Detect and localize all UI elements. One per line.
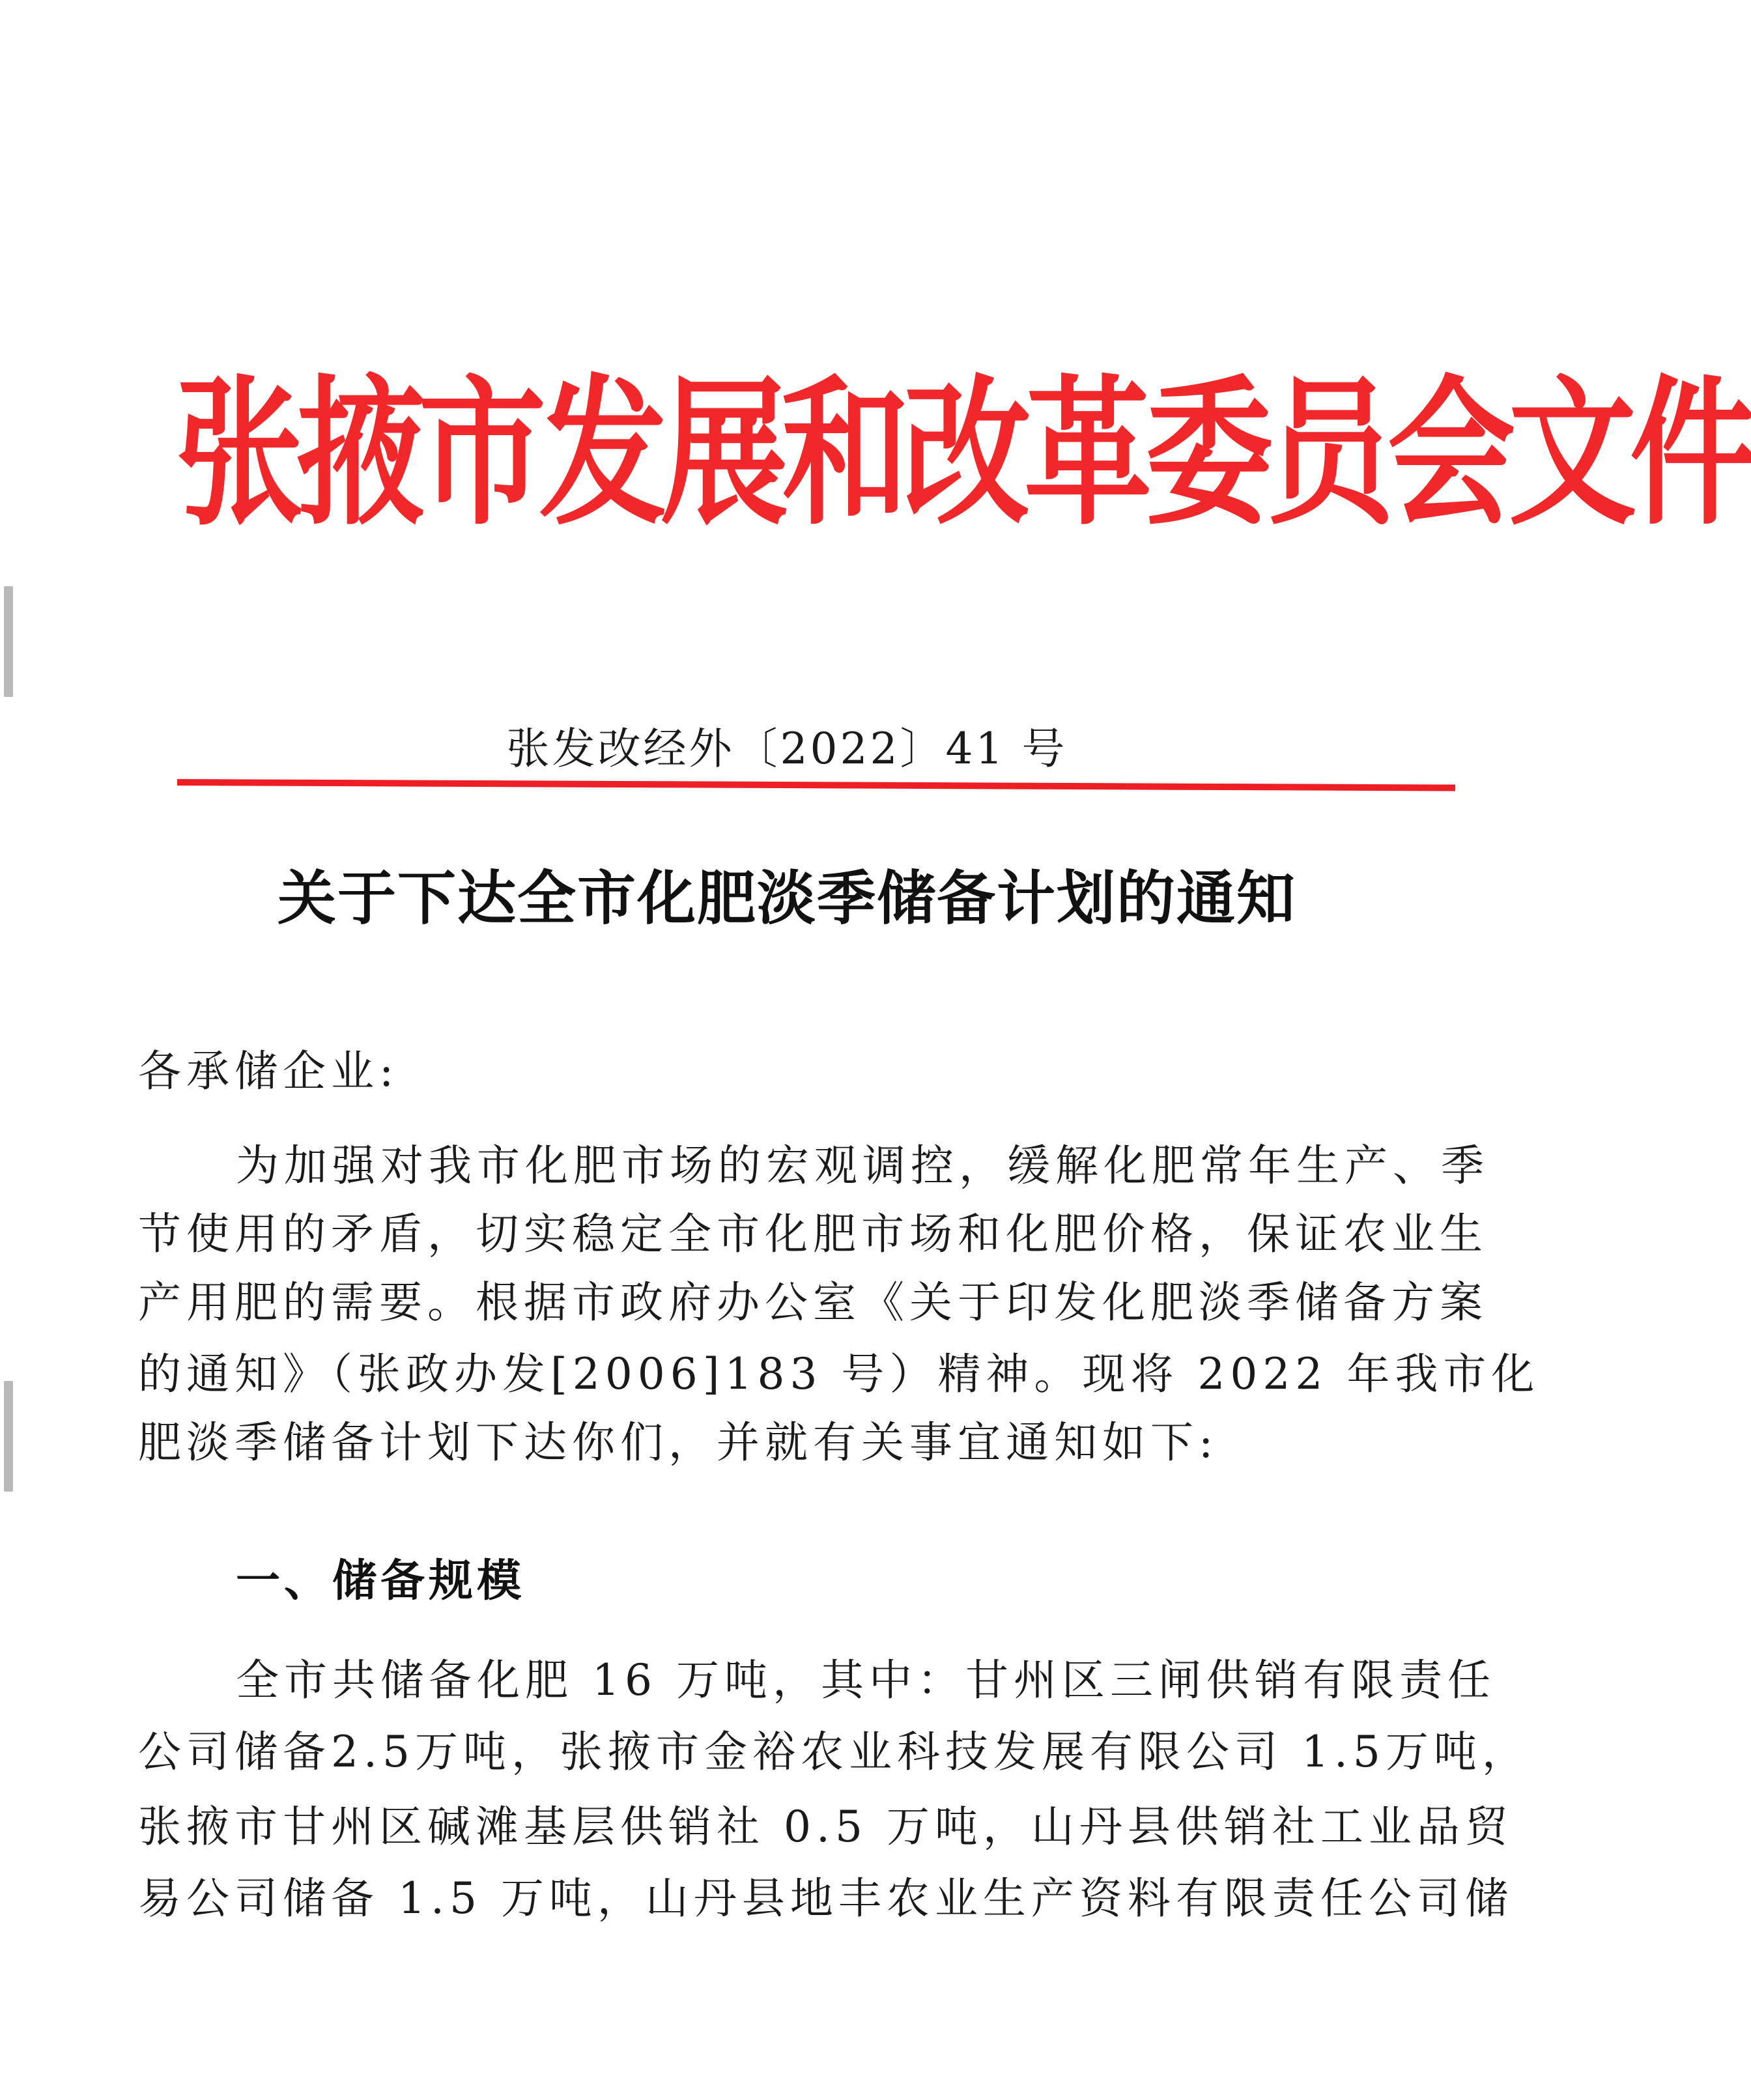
binding-mark-top xyxy=(4,586,13,697)
paragraph-line: 节使用的矛盾，切实稳定全市化肥市场和化肥价格，保证农业生 xyxy=(138,1209,1488,1259)
document-title: 关于下达全市化肥淡季储备计划的通知 xyxy=(278,864,1296,933)
red-divider-line xyxy=(177,779,1455,791)
masthead-title: 张掖市发展和改革委员会文件 xyxy=(176,362,1751,547)
paragraph-line: 张掖市甘州区碱滩基层供销社 0.5 万吨，山丹县供销社工业品贸 xyxy=(138,1802,1513,1852)
paragraph-line: 肥淡季储备计划下达你们，并就有关事宜通知如下: xyxy=(138,1417,1219,1468)
section-heading: 一、储备规模 xyxy=(236,1555,526,1607)
paragraph-line: 易公司储备 1.5 万吨，山丹县地丰农业生产资料有限责任公司储 xyxy=(138,1873,1513,1923)
paragraph-line: 公司储备2.5万吨，张掖市金裕农业科技发展有限公司 1.5万吨， xyxy=(138,1727,1530,1777)
binding-mark-bottom xyxy=(4,1381,13,1492)
paragraph-line: 产用肥的需要。根据市政府办公室《关于印发化肥淡季储备方案 xyxy=(138,1277,1488,1327)
paragraph-line: 为加强对我市化肥市场的宏观调控，缓解化肥常年生产、季 xyxy=(236,1141,1489,1191)
paragraph-line: 的通知》（张政办发[2006]183 号）精神。现将 2022 年我市化 xyxy=(138,1349,1540,1399)
document-number: 张发改经外〔2022〕41 号 xyxy=(506,724,1068,774)
salutation: 各承储企业: xyxy=(138,1046,399,1096)
paragraph-line: 全市共储备化肥 16 万吨，其中：甘州区三闸供销有限责任 xyxy=(236,1655,1496,1705)
